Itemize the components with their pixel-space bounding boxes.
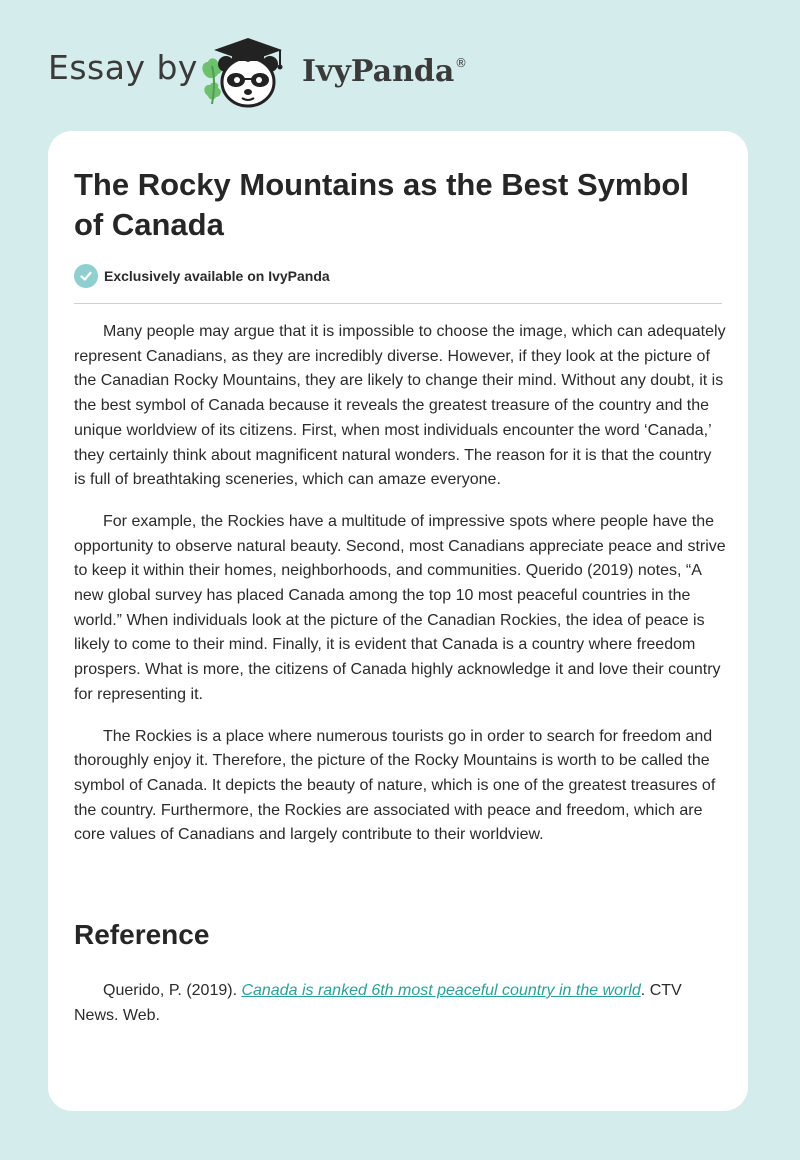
site-header bbox=[0, 0, 800, 130]
divider bbox=[74, 303, 722, 304]
paragraph: The Rockies is a place where numerous tourists go in order to search for freedom and thoroughly enjoy it. Therefore, the picture of the Rocky Mountains is worth to be called the symbol of Canada. It depicts the beauty of nature, which is one of the greatest treasures of the country. Furthermore, the Rockies are associated with peace and freedom, which are core values of Canadians and largely contribute to their worldview. bbox=[74, 727, 716, 844]
paragraph: Many people may argue that it is impossible to choose the image, which can adequately represent Canadians, as they are incredibly diverse. However, if they look at the picture of the Canadian Rocky Mountains, they are likely to change their mind. Without any doubt, it is the best symbol of Canada because it reveals the greatest treasure of the country and the unique worldview of its citizens. First, when most individuals encounter the word ‘Canada,’ they certainly think about magnificent natural wonders. The reason for it is that the country is full of breathtaking sceneries, which can amaze everyone. bbox=[74, 323, 726, 489]
registered-mark: ® bbox=[455, 56, 467, 70]
reference-source: . CTV News. Web. bbox=[74, 982, 682, 1024]
brand-prefix: Essay by bbox=[48, 48, 198, 87]
reference-author: Querido, P. (2019). bbox=[103, 982, 242, 999]
reference-entry bbox=[74, 979, 726, 1028]
check-icon bbox=[74, 264, 98, 288]
exclusive-label: Exclusively available on IvyPanda bbox=[104, 268, 330, 284]
essay-card bbox=[48, 131, 748, 1111]
reference-link[interactable]: Canada is ranked 6th most peaceful country in the world bbox=[241, 982, 641, 999]
essay-body bbox=[74, 320, 726, 865]
page-title: The Rocky Mountains as the Best Symbol of Canada bbox=[74, 167, 689, 242]
paragraph: For example, the Rockies have a multitude of impressive spots where people have the opportunity to observe natural beauty. Second, most Canadians appreciate peace and strive to keep it within their homes, neighborhoods, and communities. Querido (2019) notes, “A new global survey has placed Canada among the top 10 most peaceful countries in the world.” When individuals look at the picture of the Canadian Rockies, the idea of peace is likely to come to their mind. Finally, it is evident that Canada is a country where freedom prospers. What is more, the citizens of Canada highly acknowledge it and love their country for representing it. bbox=[74, 512, 726, 703]
exclusive-badge bbox=[74, 264, 330, 288]
panda-logo-icon[interactable] bbox=[196, 30, 296, 114]
reference-heading: Reference bbox=[74, 919, 210, 950]
brand-name: IvyPanda bbox=[302, 54, 455, 89]
